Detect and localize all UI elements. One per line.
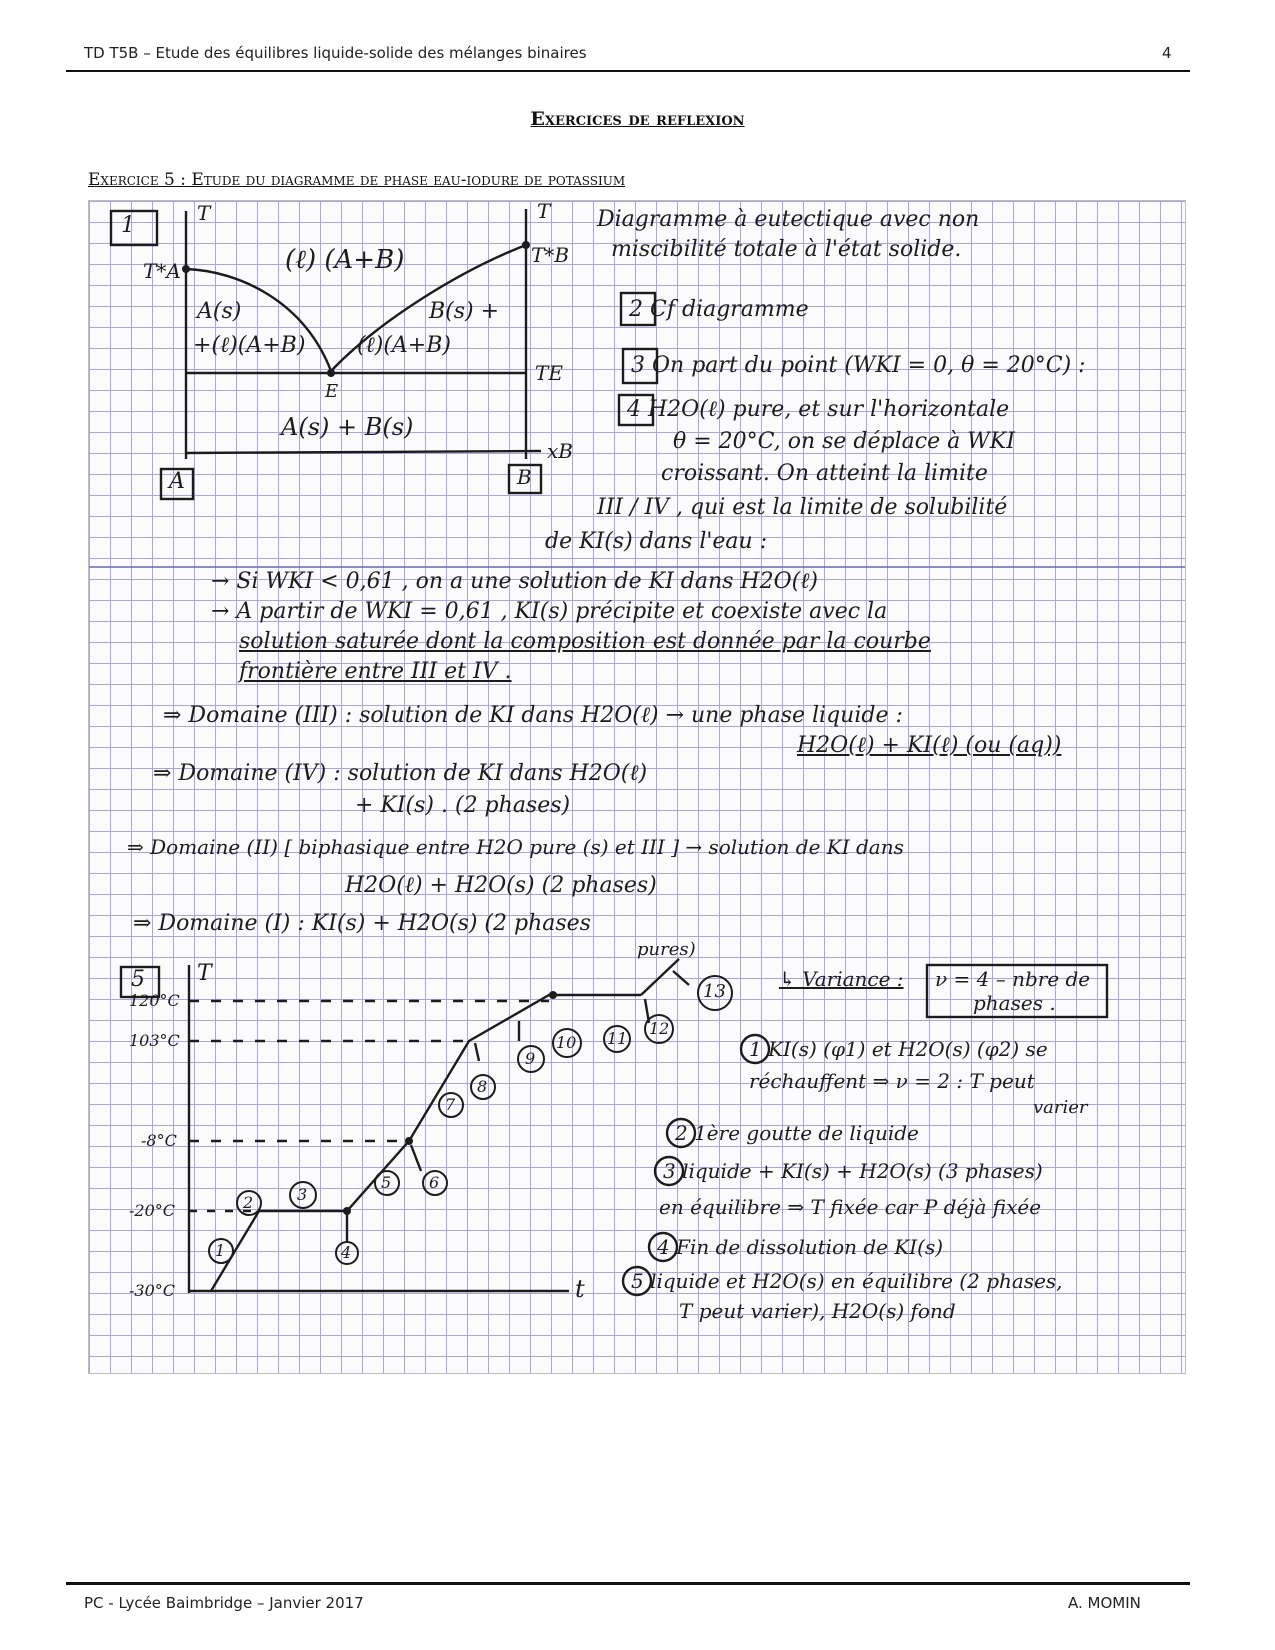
domain-i-detail: pures) bbox=[637, 939, 696, 960]
tb-label: T*B bbox=[531, 243, 570, 267]
marker-10: 10 bbox=[556, 1033, 577, 1052]
diagram5-heating-curve-end bbox=[641, 959, 679, 995]
tick-120: 120°C bbox=[129, 991, 180, 1010]
step-line-4: 2 1ère goutte de liquide bbox=[675, 1121, 919, 1145]
solid-region-label: A(s) + B(s) bbox=[281, 413, 414, 441]
note-line-7: croissant. On atteint la limite bbox=[661, 461, 988, 486]
domain-iii-line: ⇒ Domaine (III) : solution de KI dans H2O(ℓ) → une phase liquide : bbox=[163, 703, 903, 728]
tick-minus-30: -30°C bbox=[129, 1281, 176, 1300]
note-line-3: 2 Cf diagramme bbox=[629, 297, 809, 322]
arrow-13 bbox=[673, 971, 689, 985]
footer-author: A. MOMIN bbox=[1068, 1594, 1141, 1612]
domain-ii-detail: H2O(ℓ) + H2O(s) (2 phases) bbox=[345, 873, 657, 898]
right-region-label-a: B(s) + bbox=[429, 299, 500, 324]
domain-iv-detail: + KI(s) . (2 phases) bbox=[355, 793, 571, 818]
section-title: Exercices de reflexion bbox=[530, 108, 745, 130]
step-line-9: T peut varier), H2O(s) fond bbox=[679, 1299, 956, 1323]
marker-5: 5 bbox=[381, 1173, 392, 1192]
curve-point-a bbox=[549, 991, 557, 999]
footer-left: PC - Lycée Baimbridge – Janvier 2017 bbox=[84, 1594, 364, 1612]
step-line-6: en équilibre ⇒ T fixée car P déjà fixée bbox=[659, 1195, 1042, 1219]
note-line-1: Diagramme à eutectique avec non bbox=[597, 207, 980, 232]
marker-1: 1 bbox=[215, 1241, 226, 1260]
domain-iv-line: ⇒ Domaine (IV) : solution de KI dans H2O(ℓ) bbox=[153, 761, 648, 786]
diagram1-number: 1 bbox=[121, 213, 135, 238]
step-line-2: réchauffent ⇒ ν = 2 : T peut bbox=[749, 1069, 1035, 1093]
ta-point bbox=[182, 265, 190, 273]
middle-line-3: solution saturée dont la composition est donnée par la courbe bbox=[239, 629, 931, 654]
note-line-5: 4 H2O(ℓ) pure, et sur l'horizontale bbox=[627, 397, 1010, 422]
page-header-title: TD T5B – Etude des équilibres liquide-solide des mélanges binaires bbox=[84, 44, 587, 62]
note-line-4: 3 On part du point (WKI = 0, θ = 20°C) : bbox=[631, 353, 1086, 378]
note-line-9: de KI(s) dans l'eau : bbox=[545, 529, 768, 554]
diagram1-t-label-left: T bbox=[197, 201, 211, 225]
footer-divider bbox=[66, 1582, 1190, 1585]
diagram5-t-label: T bbox=[197, 961, 212, 986]
diagram5-number: 5 bbox=[131, 967, 145, 992]
step-line-1: 1 KI(s) (φ1) et H2O(s) (φ2) se bbox=[749, 1037, 1048, 1061]
tick-minus-8: -8°C bbox=[141, 1131, 177, 1150]
step-line-5: 3 liquide + KI(s) + H2O(s) (3 phases) bbox=[663, 1159, 1043, 1183]
marker-11: 11 bbox=[607, 1029, 628, 1048]
xb-label: xB bbox=[547, 439, 573, 463]
step-line-7: 4 Fin de dissolution de KI(s) bbox=[657, 1235, 944, 1259]
page-number: 4 bbox=[1162, 44, 1172, 62]
tick-minus-20: -20°C bbox=[129, 1201, 176, 1220]
diagram1-x-axis bbox=[186, 451, 541, 453]
curve-point-c bbox=[343, 1207, 351, 1215]
arrow-6 bbox=[411, 1145, 421, 1171]
diagram1-t-label-right: T bbox=[537, 199, 551, 223]
note-line-2: miscibilité totale à l'état solide. bbox=[611, 237, 962, 262]
marker-7: 7 bbox=[445, 1095, 456, 1114]
liquid-region-label: (ℓ) (A+B) bbox=[285, 245, 405, 275]
domain-iii-detail: H2O(ℓ) + KI(ℓ) (ou (aq)) bbox=[797, 733, 1062, 758]
diagram5-heating-curve bbox=[211, 995, 641, 1291]
tick-103: 103°C bbox=[129, 1031, 180, 1050]
middle-line-2: → A partir de WKI = 0,61 , KI(s) précipite et coexiste avec la bbox=[211, 599, 888, 624]
domain-ii-line: ⇒ Domaine (II) [ biphasique entre H2O pure (s) et III ] → solution de KI dans bbox=[127, 835, 904, 859]
arrow-8 bbox=[475, 1043, 479, 1061]
variance-label: ↳ Variance : bbox=[779, 967, 904, 991]
eutectic-point bbox=[327, 369, 335, 377]
step-line-8: 5 liquide et H2O(s) en équilibre (2 phases, bbox=[631, 1269, 1063, 1293]
marker-8: 8 bbox=[477, 1077, 488, 1096]
curve-point-b bbox=[405, 1137, 413, 1145]
eutectic-label: E bbox=[325, 381, 339, 402]
marker-2: 2 bbox=[243, 1193, 254, 1212]
marker-9: 9 bbox=[525, 1049, 536, 1068]
step-line-3: varier bbox=[1033, 1097, 1088, 1118]
exercise-title: Exercice 5 : Etude du diagramme de phase eau-iodure de potassium bbox=[88, 170, 626, 190]
marker-12: 12 bbox=[649, 1019, 670, 1038]
domain-i-line: ⇒ Domaine (I) : KI(s) + H2O(s) (2 phases bbox=[133, 911, 591, 936]
b-label: B bbox=[517, 465, 532, 489]
variance-formula: ν = 4 – nbre de bbox=[935, 967, 1091, 991]
left-region-label-b: +(ℓ)(A+B) bbox=[193, 333, 306, 358]
middle-line-1: → Si WKI < 0,61 , on a une solution de KI dans H2O(ℓ) bbox=[211, 569, 818, 594]
tb-point bbox=[522, 241, 530, 249]
te-label: TE bbox=[535, 361, 563, 385]
diagram5-time-label: t bbox=[575, 1275, 585, 1303]
marker-6: 6 bbox=[429, 1173, 440, 1192]
left-region-label-a: A(s) bbox=[197, 299, 242, 324]
ta-label: T*A bbox=[143, 259, 181, 283]
note-line-6: θ = 20°C, on se déplace à WKI bbox=[673, 429, 1015, 454]
marker-4: 4 bbox=[341, 1243, 352, 1262]
middle-line-4: frontière entre III et IV . bbox=[239, 659, 512, 684]
marker-13: 13 bbox=[703, 981, 726, 1002]
a-label: A bbox=[169, 469, 185, 494]
right-region-label-b: (ℓ)(A+B) bbox=[357, 333, 451, 358]
handwritten-notes-image bbox=[88, 200, 1186, 1374]
note-line-8: III / IV , qui est la limite de solubilité bbox=[597, 495, 1008, 520]
header-divider bbox=[66, 70, 1190, 72]
marker-3: 3 bbox=[297, 1185, 308, 1204]
variance-formula-2: phases . bbox=[973, 991, 1056, 1015]
